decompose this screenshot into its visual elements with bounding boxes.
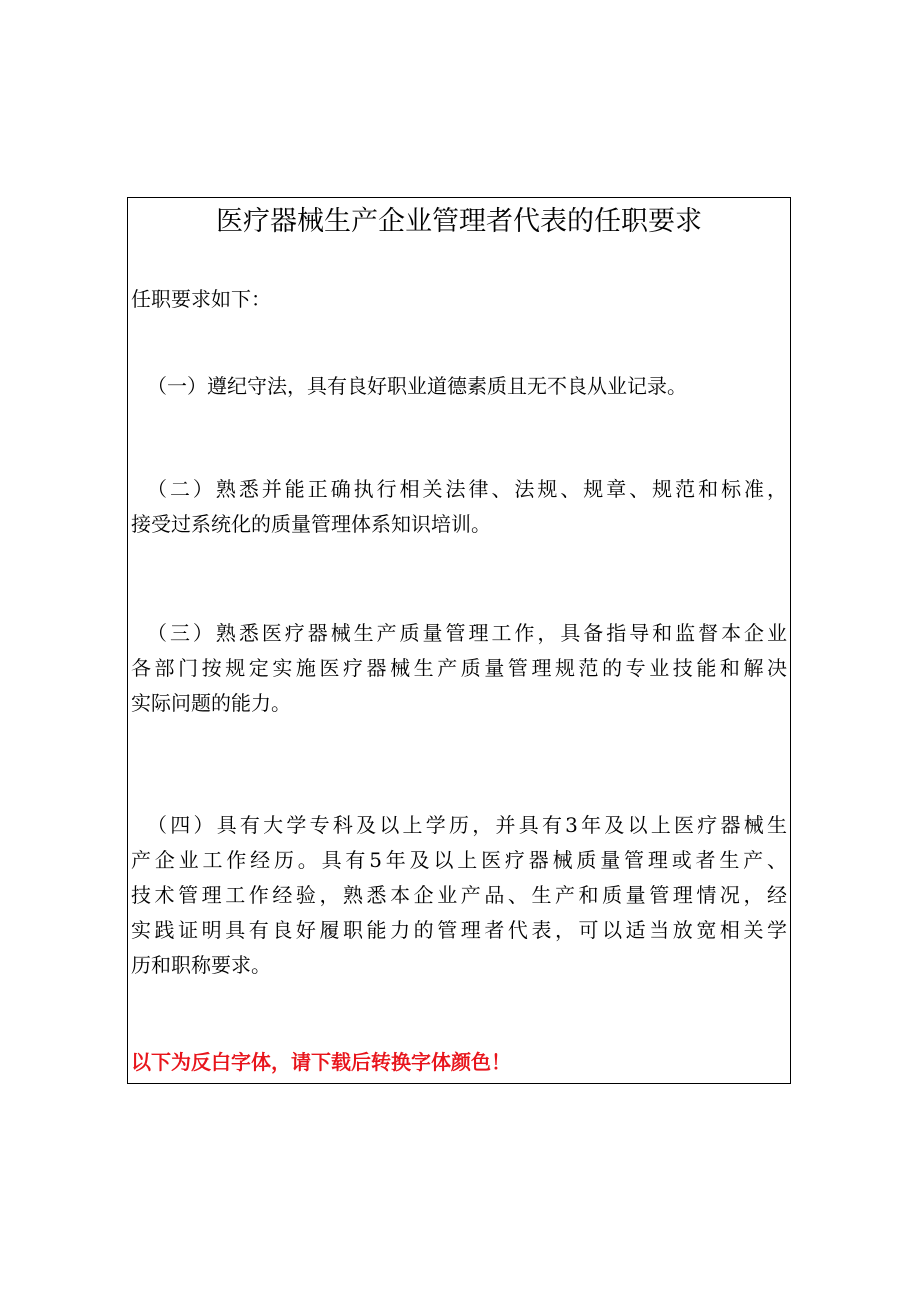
- paragraph-line: 历和职称要求。: [131, 953, 271, 977]
- document-frame: [127, 197, 791, 1084]
- paragraph-line: 实践证明具有良好履职能力的管理者代表，可以适当放宽相关学: [131, 918, 787, 942]
- paragraph-line: 实际问题的能力。: [131, 691, 291, 715]
- paragraph-line: 各部门按规定实施医疗器械生产质量管理规范的专业技能和解决: [131, 656, 787, 680]
- requirement-paragraph-4: [131, 808, 787, 983]
- document-title: 医疗器械生产企业管理者代表的任职要求: [216, 206, 702, 237]
- download-notice: 以下为反白字体，请下载后转换字体颜色！: [131, 1050, 511, 1074]
- requirement-paragraph-2: [131, 472, 787, 542]
- paragraph-line: （二）熟悉并能正确执行相关法律、法规、规章、规范和标准，: [147, 477, 787, 501]
- paragraph-line: 产企业工作经历。具有5年及以上医疗器械质量管理或者生产、: [131, 848, 787, 872]
- paragraph-line: 技术管理工作经验，熟悉本企业产品、生产和质量管理情况，经: [131, 883, 787, 907]
- requirement-paragraph-3: [131, 616, 787, 721]
- paragraph-line: （三）熟悉医疗器械生产质量管理工作，具备指导和监督本企业: [147, 621, 787, 645]
- paragraph-line: （一）遵纪守法，具有良好职业道德素质且无不良从业记录。: [147, 374, 687, 398]
- paragraph-line: 接受过系统化的质量管理体系知识培训。: [131, 512, 491, 536]
- requirement-paragraph-1: [131, 369, 787, 404]
- paragraph-line: （四）具有大学专科及以上学历，并具有3年及以上医疗器械生: [147, 813, 787, 837]
- intro-text: 任职要求如下：: [131, 287, 271, 311]
